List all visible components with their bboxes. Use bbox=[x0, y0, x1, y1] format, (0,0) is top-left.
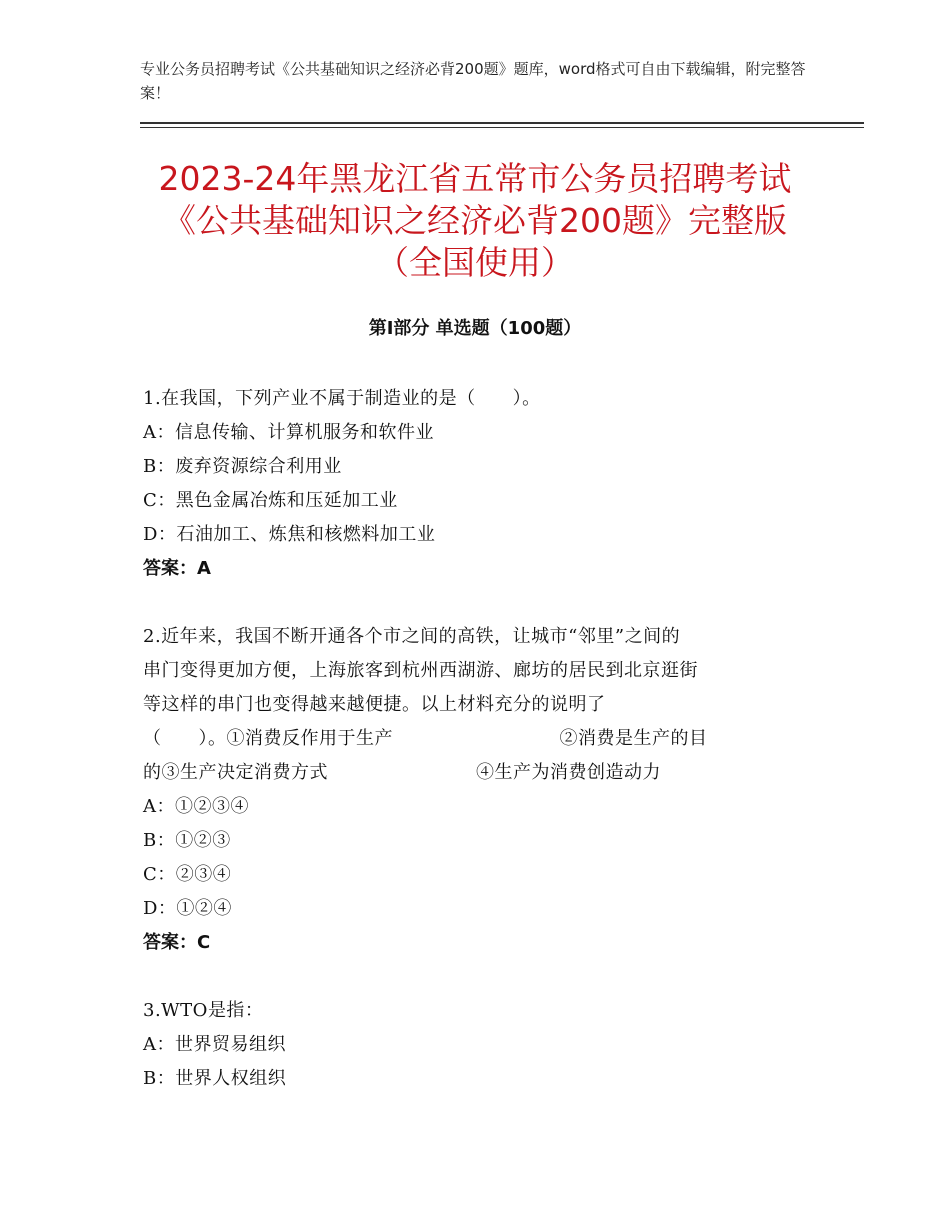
question-option: D：石油加工、炼焦和核燃料加工业 bbox=[143, 524, 436, 545]
question-answer: 答案：A bbox=[143, 558, 211, 579]
question-option: D：①②④ bbox=[143, 898, 232, 919]
question-option: A：世界贸易组织 bbox=[143, 1034, 286, 1055]
question-2 bbox=[143, 620, 803, 960]
title-line: 2023-24年黑龙江省五常市公务员招聘考试 bbox=[158, 159, 792, 198]
question-1 bbox=[143, 382, 803, 586]
question-option: C：黑色金属冶炼和压延加工业 bbox=[143, 490, 398, 511]
header-note: 专业公务员招聘考试《公共基础知识之经济必背200题》题库，word格式可自由下载编辑，附完整答案！ bbox=[140, 60, 806, 102]
question-stem-line: 1.在我国，下列产业不属于制造业的是（ ）。 bbox=[143, 388, 541, 409]
question-option: B：废弃资源综合利用业 bbox=[143, 456, 342, 477]
question-stem-line: 串门变得更加方便，上海旅客到杭州西湖游、廊坊的居民到北京逛街 bbox=[143, 660, 698, 681]
header-divider-thin bbox=[140, 127, 864, 128]
question-3 bbox=[143, 994, 803, 1096]
question-stem-line: 2.近年来，我国不断开通各个市之间的高铁，让城市“邻里”之间的 bbox=[143, 626, 681, 647]
section-heading: 第Ⅰ部分 单选题（100题） bbox=[368, 318, 582, 339]
title-line: （全国使用） bbox=[376, 243, 574, 282]
question-stem-line: 3.WTO是指： bbox=[143, 1000, 264, 1021]
header-divider bbox=[140, 122, 864, 124]
question-answer: 答案：C bbox=[143, 932, 211, 953]
question-stem-line: （ ）。①消费反作用于生产 ②消费是生产的目 bbox=[143, 728, 708, 749]
title-line: 《公共基础知识之经济必背200题》完整版 bbox=[163, 201, 787, 240]
question-option: C：②③④ bbox=[143, 864, 232, 885]
question-option: B：①②③ bbox=[143, 830, 231, 851]
question-option: A：信息传输、计算机服务和软件业 bbox=[143, 422, 434, 443]
question-option: A：①②③④ bbox=[143, 796, 249, 817]
question-stem-line: 的③生产决定消费方式 ④生产为消费创造动力 bbox=[143, 762, 661, 783]
question-list bbox=[143, 382, 803, 1130]
question-option: B：世界人权组织 bbox=[143, 1068, 287, 1089]
question-stem-line: 等这样的串门也变得越来越便捷。以上材料充分的说明了 bbox=[143, 694, 606, 715]
document-title bbox=[120, 158, 830, 284]
